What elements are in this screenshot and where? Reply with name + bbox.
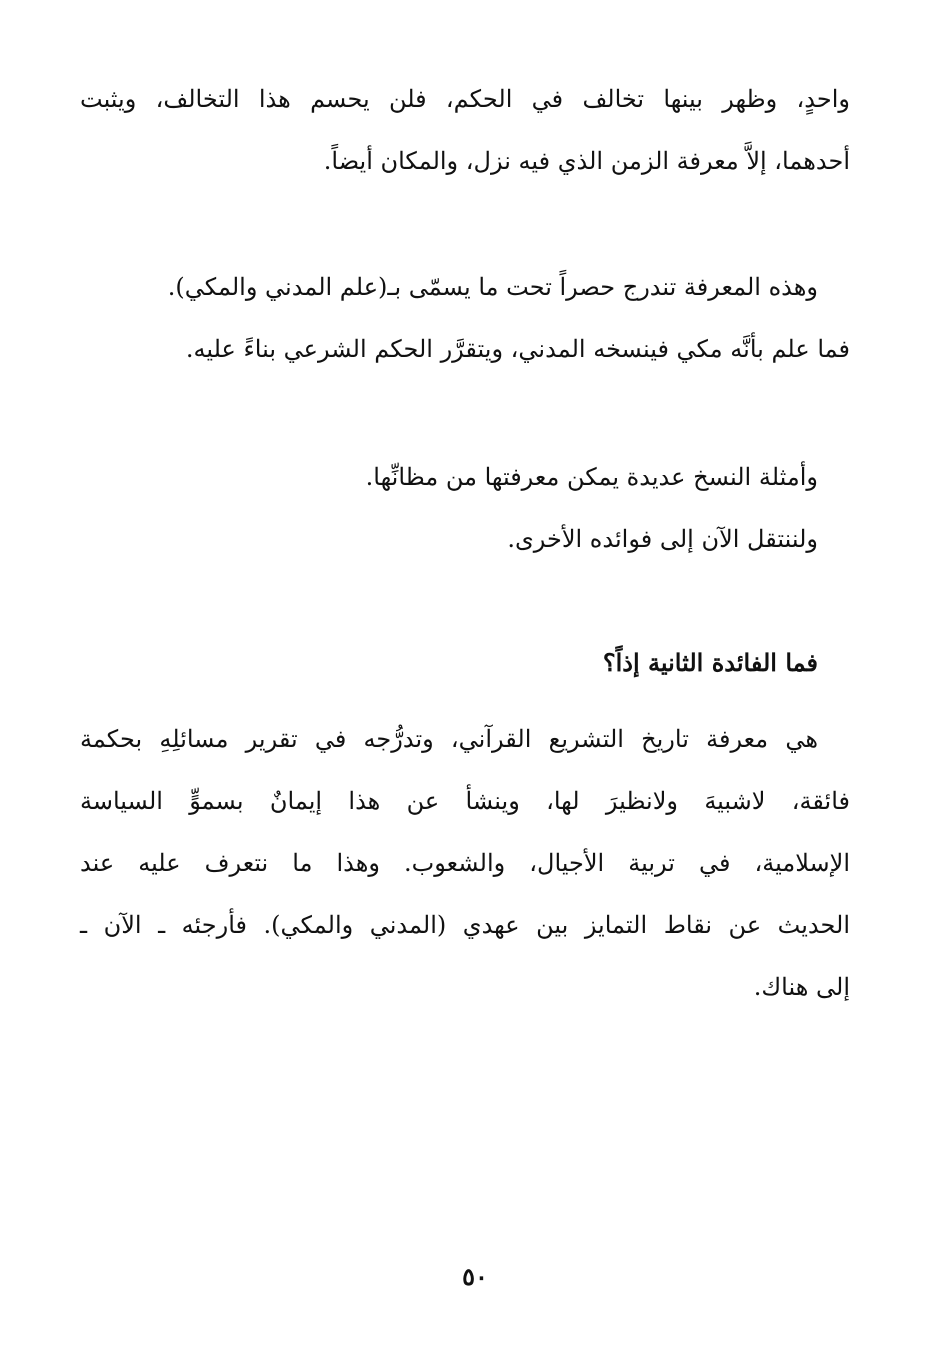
paragraph-4 bbox=[80, 708, 850, 1018]
paragraph-line: فائقة، لاشبيهَ ولانظيرَ لها، وينشأ عن هذا إيمانٌ بسموٍّ السياسة bbox=[80, 787, 851, 815]
paragraph-line: وهذه المعرفة تندرج حصراً تحت ما يسمّى بـ(علم المدني والمكي). bbox=[167, 273, 818, 301]
paragraph-line: إلى هناك. bbox=[753, 973, 850, 1001]
paragraph-3 bbox=[118, 446, 818, 570]
paragraph-line: فما علم بأنَّه مكي فينسخه المدني، ويتقرَّر الحكم الشرعي بناءً عليه. bbox=[185, 335, 850, 363]
page-number: ٥٠ bbox=[462, 1262, 488, 1291]
paragraph-line: واحدٍ، وظهر بينها تخالف في الحكم، فلن يحسم هذا التخالف، ويثبت bbox=[80, 85, 850, 113]
paragraph-line: هي معرفة تاريخ التشريع القرآني، وتدرُّجه في تقرير مسائلِهِ بحكمة bbox=[80, 725, 818, 753]
paragraph-line: ولننتقل الآن إلى فوائده الأخرى. bbox=[507, 525, 818, 553]
paragraph-line: الإسلامية، في تربية الأجيال، والشعوب. وهذا ما نتعرف عليه عند bbox=[80, 849, 850, 877]
paragraph-1 bbox=[80, 68, 850, 192]
paragraph-line: أحدهما، إلاَّ معرفة الزمن الذي فيه نزل، والمكان أيضاً. bbox=[323, 147, 850, 175]
section-heading: فما الفائدة الثانية إذاً؟ bbox=[602, 648, 818, 677]
paragraph-line: وأمثلة النسخ عديدة يمكن معرفتها من مظانِّها. bbox=[365, 463, 818, 491]
paragraph-line: الحديث عن نقاط التمايز بين عهدي (المدني والمكي). فأرجئه ـ الآن ـ bbox=[80, 911, 850, 939]
paragraph-2 bbox=[80, 256, 850, 380]
